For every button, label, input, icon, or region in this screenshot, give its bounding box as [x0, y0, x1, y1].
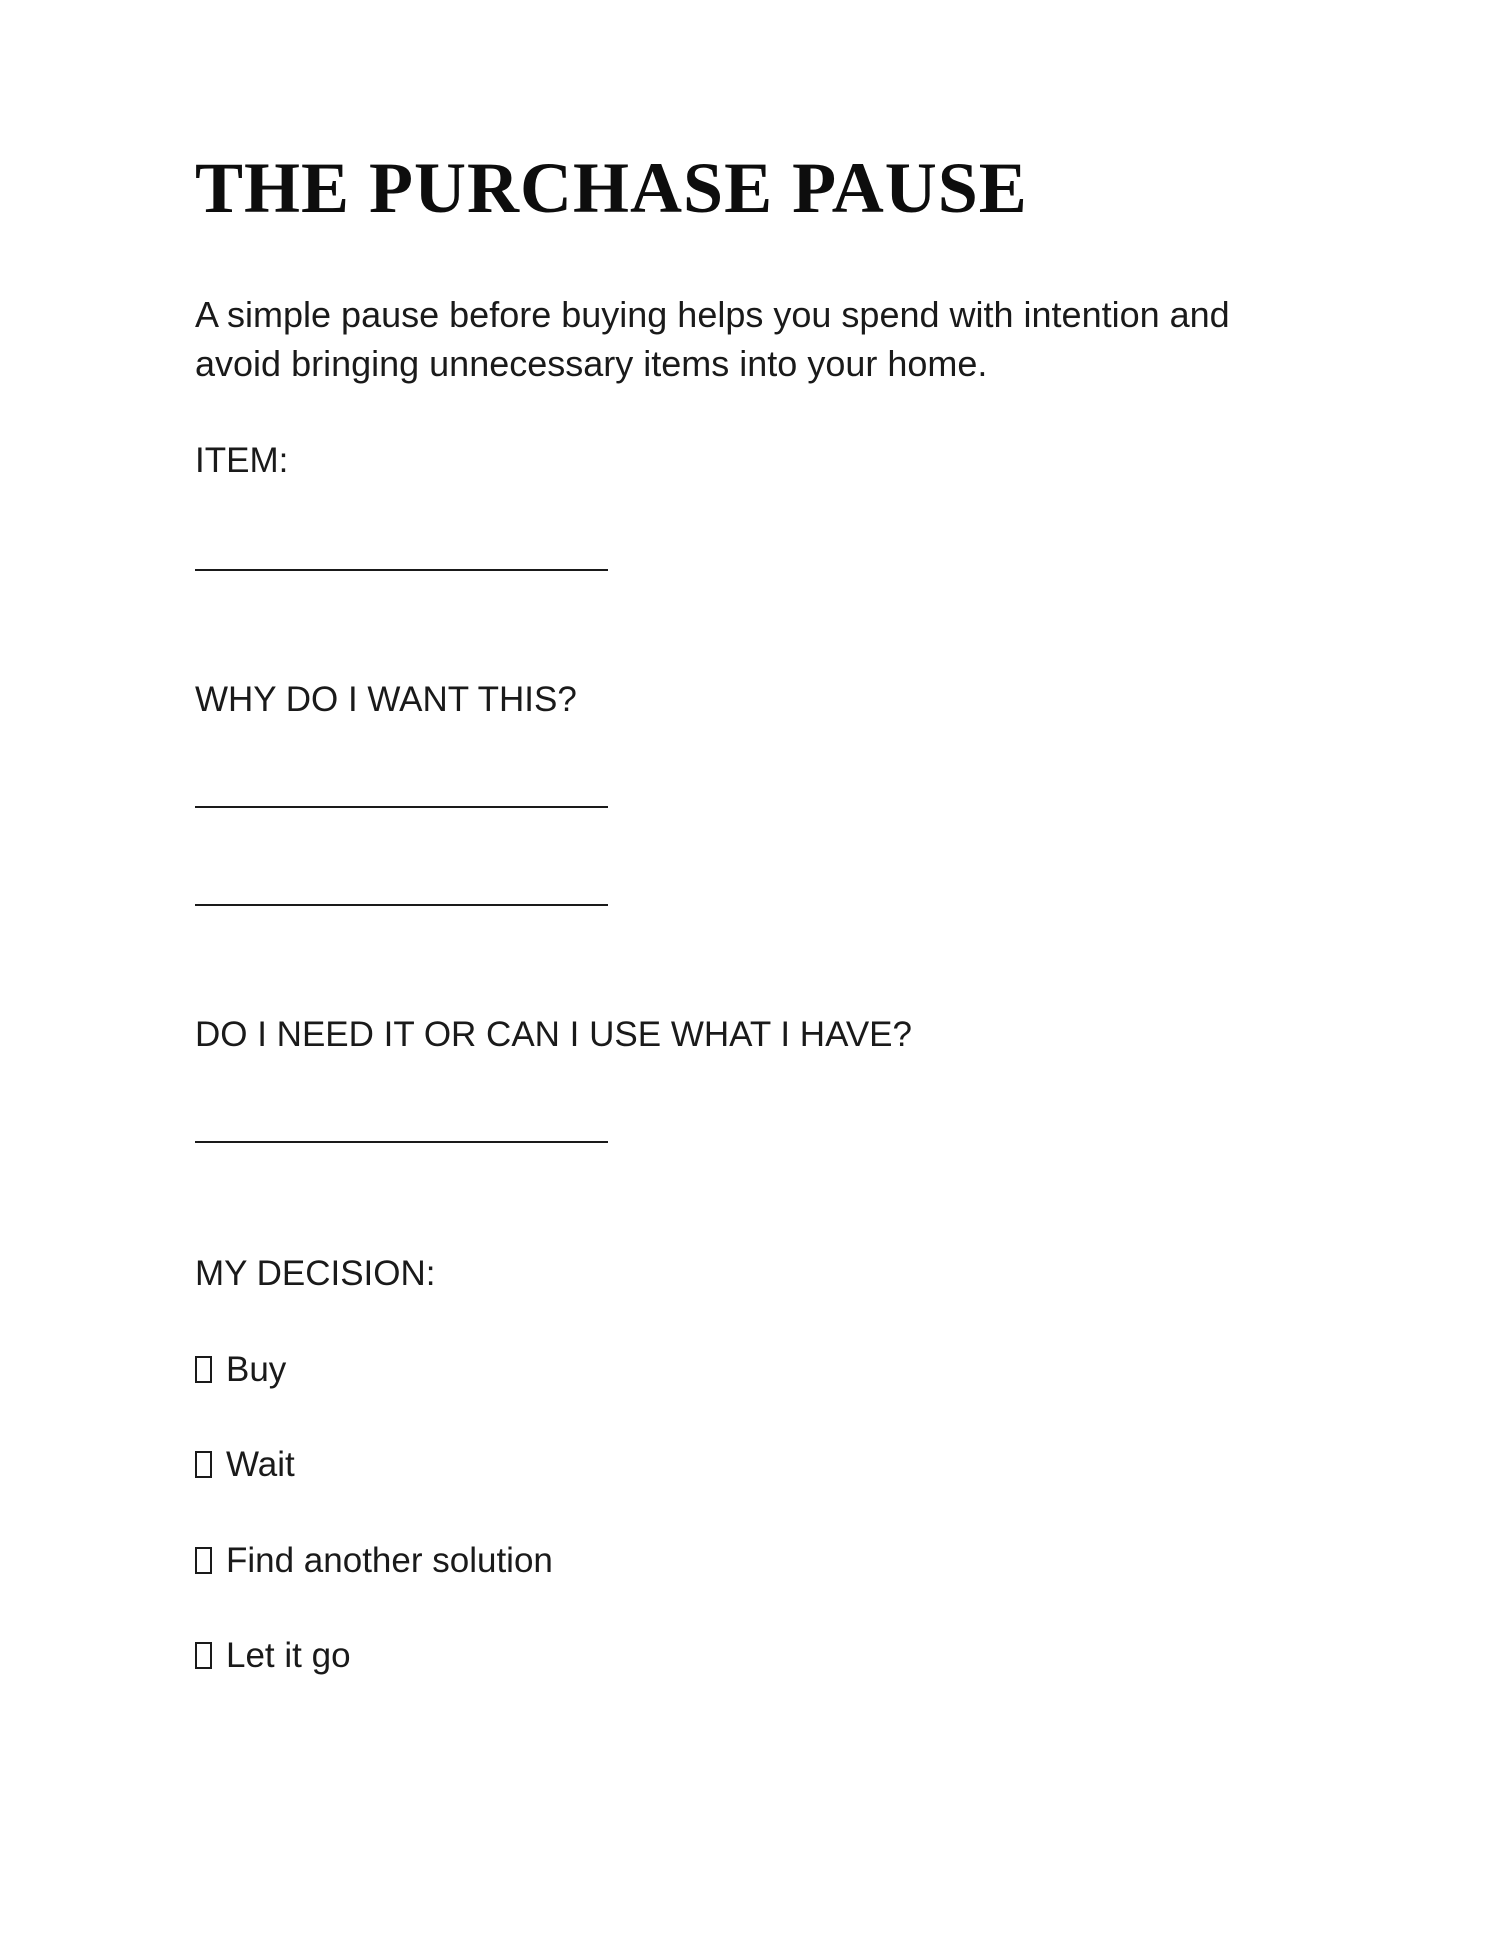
item-label: ITEM:	[195, 441, 289, 480]
checkbox-icon[interactable]	[195, 1356, 212, 1383]
option-wait[interactable]	[195, 1447, 295, 1482]
why-label: WHY DO I WANT THIS?	[195, 680, 577, 719]
option-label: Wait	[226, 1445, 295, 1484]
need-answer-line[interactable]	[195, 1141, 608, 1143]
item-answer-line[interactable]	[195, 569, 608, 571]
decision-label: MY DECISION:	[195, 1254, 436, 1293]
option-find-another-solution[interactable]	[195, 1543, 553, 1578]
option-label: Buy	[226, 1350, 287, 1389]
checkbox-icon[interactable]	[195, 1547, 212, 1574]
need-label: DO I NEED IT OR CAN I USE WHAT I HAVE?	[195, 1015, 912, 1054]
page-title: THE PURCHASE PAUSE	[195, 148, 1028, 228]
intro-text: A simple pause before buying helps you spend with intention and avoid bringing unnecessary items into your home.	[195, 294, 1230, 384]
option-let-it-go[interactable]	[195, 1638, 351, 1673]
option-buy[interactable]	[195, 1352, 286, 1387]
option-label: Let it go	[226, 1636, 351, 1675]
checkbox-icon[interactable]	[195, 1451, 212, 1478]
checkbox-icon[interactable]	[195, 1642, 212, 1669]
option-label: Find another solution	[226, 1541, 553, 1580]
why-answer-line-1[interactable]	[195, 806, 608, 808]
why-answer-line-2[interactable]	[195, 904, 608, 906]
